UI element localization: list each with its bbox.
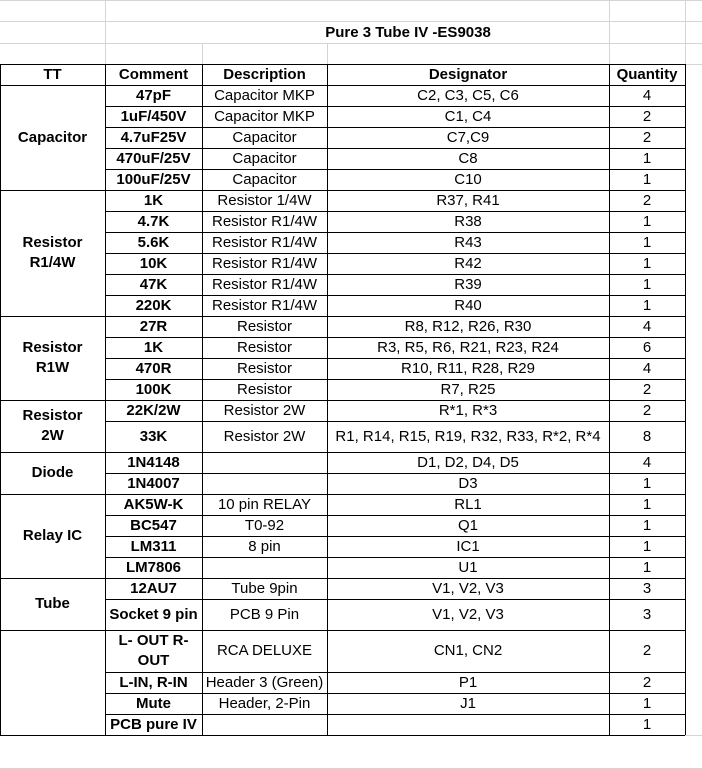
designator-cell: C2, C3, C5, C6: [417, 86, 519, 104]
group-label: Capacitor: [17, 128, 88, 146]
designator-cell: C7,C9: [446, 128, 490, 146]
quantity-cell: 4: [642, 359, 652, 377]
description-cell: [202, 452, 327, 473]
designator-cell: IC1: [456, 537, 480, 555]
designator-cell: R*1, R*3: [438, 401, 498, 419]
description-cell: Header 3 (Green): [205, 673, 324, 691]
group-label: Resistor R1/4W: [22, 234, 83, 271]
designator-cell: R7, R25: [440, 380, 496, 398]
designator-cell: D1, D2, D4, D5: [417, 453, 519, 471]
comment-cell: 47K: [139, 275, 168, 293]
quantity-cell: 1: [642, 558, 652, 576]
quantity-cell: 1: [642, 275, 652, 293]
designator-cell: U1: [458, 558, 478, 576]
group-label: Relay IC: [22, 527, 83, 544]
comment-cell: 22K/2W: [126, 401, 181, 419]
designator-cell: CN1, CN2: [433, 642, 503, 659]
comment-cell: 470R: [135, 359, 172, 377]
comment-cell: 12AU7: [130, 579, 177, 597]
designator-cell: D3: [458, 474, 478, 492]
designator-cell: [327, 714, 609, 735]
comment-cell: 1N4148: [127, 453, 180, 471]
designator-cell: R40: [454, 296, 482, 314]
quantity-cell: 2: [642, 380, 652, 398]
quantity-cell: 4: [642, 317, 652, 335]
description-cell: RCA DELUXE: [216, 642, 313, 659]
header-designator: Designator: [428, 65, 508, 83]
comment-cell: 5.6K: [137, 233, 170, 251]
quantity-cell: 2: [642, 107, 652, 125]
description-cell: Resistor R1/4W: [211, 254, 318, 272]
designator-cell: C10: [454, 170, 482, 188]
description-cell: Tube 9pin: [231, 579, 298, 597]
comment-cell: 4.7uF25V: [120, 128, 187, 146]
quantity-cell: 2: [642, 642, 652, 659]
description-cell: Resistor R1/4W: [211, 212, 318, 230]
description-cell: Header, 2-Pin: [218, 694, 311, 712]
comment-cell: 100uF/25V: [116, 170, 191, 188]
description-cell: Resistor: [236, 317, 292, 335]
description-cell: Resistor: [236, 359, 292, 377]
quantity-cell: 2: [642, 128, 652, 146]
designator-cell: RL1: [454, 495, 482, 513]
comment-cell: 4.7K: [137, 212, 170, 230]
group-label: Resistor R1W: [22, 339, 83, 376]
comment-cell: LM7806: [125, 558, 182, 576]
description-cell: Capacitor: [232, 149, 297, 167]
description-cell: Capacitor: [232, 170, 297, 188]
quantity-cell: 1: [642, 495, 652, 513]
comment-cell: 1K: [143, 338, 164, 356]
designator-cell: Q1: [457, 516, 478, 534]
header-comment: Comment: [118, 65, 189, 83]
description-cell: 8 pin: [248, 537, 281, 555]
header-tt: TT: [43, 65, 62, 83]
description-cell: Resistor 1/4W: [217, 191, 312, 209]
description-cell: 10 pin RELAY: [217, 495, 312, 513]
sheet-title: Pure 3 Tube IV -ES9038: [325, 24, 491, 41]
designator-cell: R38: [454, 212, 482, 230]
comment-cell: AK5W-K: [123, 495, 184, 513]
quantity-cell: 1: [642, 170, 652, 188]
designator-cell: V1, V2, V3: [432, 579, 504, 597]
designator-cell: C8: [458, 149, 478, 167]
designator-cell: R1, R14, R15, R19, R32, R33, R*2, R*4: [335, 427, 601, 445]
comment-cell: 1N4007: [127, 474, 180, 492]
description-cell: [202, 557, 327, 578]
designator-cell: J1: [460, 694, 476, 712]
header-quantity: Quantity: [616, 65, 678, 83]
comment-cell: LM311: [130, 537, 177, 555]
description-cell: T0-92: [244, 516, 285, 534]
quantity-cell: 8: [642, 427, 652, 445]
comment-cell: 220K: [135, 296, 172, 314]
comment-cell: 33K: [139, 427, 168, 445]
group-label: Diode: [31, 464, 74, 481]
comment-cell: 1K: [143, 191, 164, 209]
description-cell: Capacitor MKP: [214, 86, 315, 104]
description-cell: Resistor R1/4W: [211, 275, 318, 293]
quantity-cell: 1: [642, 474, 652, 492]
description-cell: PCB 9 Pin: [229, 605, 300, 623]
quantity-cell: 1: [642, 254, 652, 272]
comment-cell: BC547: [130, 516, 177, 534]
designator-cell: R42: [454, 254, 482, 272]
comment-cell: 100K: [135, 380, 172, 398]
description-cell: Resistor 2W: [223, 401, 306, 419]
comment-cell: 27R: [139, 317, 168, 335]
comment-cell: Mute: [136, 694, 171, 712]
quantity-cell: 1: [642, 212, 652, 230]
quantity-cell: 1: [642, 149, 652, 167]
comment-cell: 1uF/450V: [120, 107, 187, 125]
comment-cell: PCB pure IV: [110, 715, 197, 733]
description-cell: Capacitor MKP: [214, 107, 315, 125]
designator-cell: R8, R12, R26, R30: [404, 317, 532, 335]
designator-cell: R10, R11, R28, R29: [401, 359, 535, 377]
group-label: [0, 630, 105, 735]
designator-cell: V1, V2, V3: [432, 605, 504, 623]
group-label: Tube: [35, 595, 70, 612]
quantity-cell: 1: [642, 537, 652, 555]
designator-cell: P1: [458, 673, 478, 691]
quantity-cell: 1: [642, 516, 652, 534]
designator-cell: C1, C4: [444, 107, 492, 125]
description-cell: Resistor R1/4W: [211, 233, 318, 251]
header-description: Description: [223, 65, 306, 83]
description-cell: [202, 714, 327, 735]
description-cell: Capacitor: [232, 128, 297, 146]
quantity-cell: 3: [642, 579, 652, 597]
quantity-cell: 2: [642, 401, 652, 419]
comment-cell: 470uF/25V: [116, 149, 191, 167]
group-label: Resistor 2W: [22, 407, 83, 444]
quantity-cell: 3: [642, 605, 652, 623]
comment-cell: 10K: [139, 254, 168, 272]
description-cell: Resistor: [236, 380, 292, 398]
quantity-cell: 4: [642, 453, 652, 471]
description-cell: Resistor R1/4W: [211, 296, 318, 314]
quantity-cell: 1: [642, 233, 652, 251]
comment-cell: 47pF: [135, 86, 171, 104]
designator-cell: R43: [454, 233, 482, 251]
quantity-cell: 1: [642, 296, 652, 314]
quantity-cell: 1: [642, 694, 652, 712]
comment-cell: Socket 9 pin: [109, 605, 198, 623]
designator-cell: R3, R5, R6, R21, R23, R24: [377, 338, 559, 356]
quantity-cell: 1: [642, 715, 652, 733]
quantity-cell: 4: [642, 86, 652, 104]
comment-cell: L-IN, R-IN: [119, 673, 188, 691]
designator-cell: R39: [454, 275, 482, 293]
description-cell: [202, 473, 327, 494]
designator-cell: R37, R41: [436, 191, 500, 209]
description-cell: Resistor 2W: [223, 427, 306, 445]
quantity-cell: 2: [642, 673, 652, 691]
description-cell: Resistor: [236, 338, 292, 356]
comment-cell: L- OUT R-OUT: [118, 632, 189, 669]
quantity-cell: 2: [642, 191, 652, 209]
quantity-cell: 6: [642, 338, 652, 356]
